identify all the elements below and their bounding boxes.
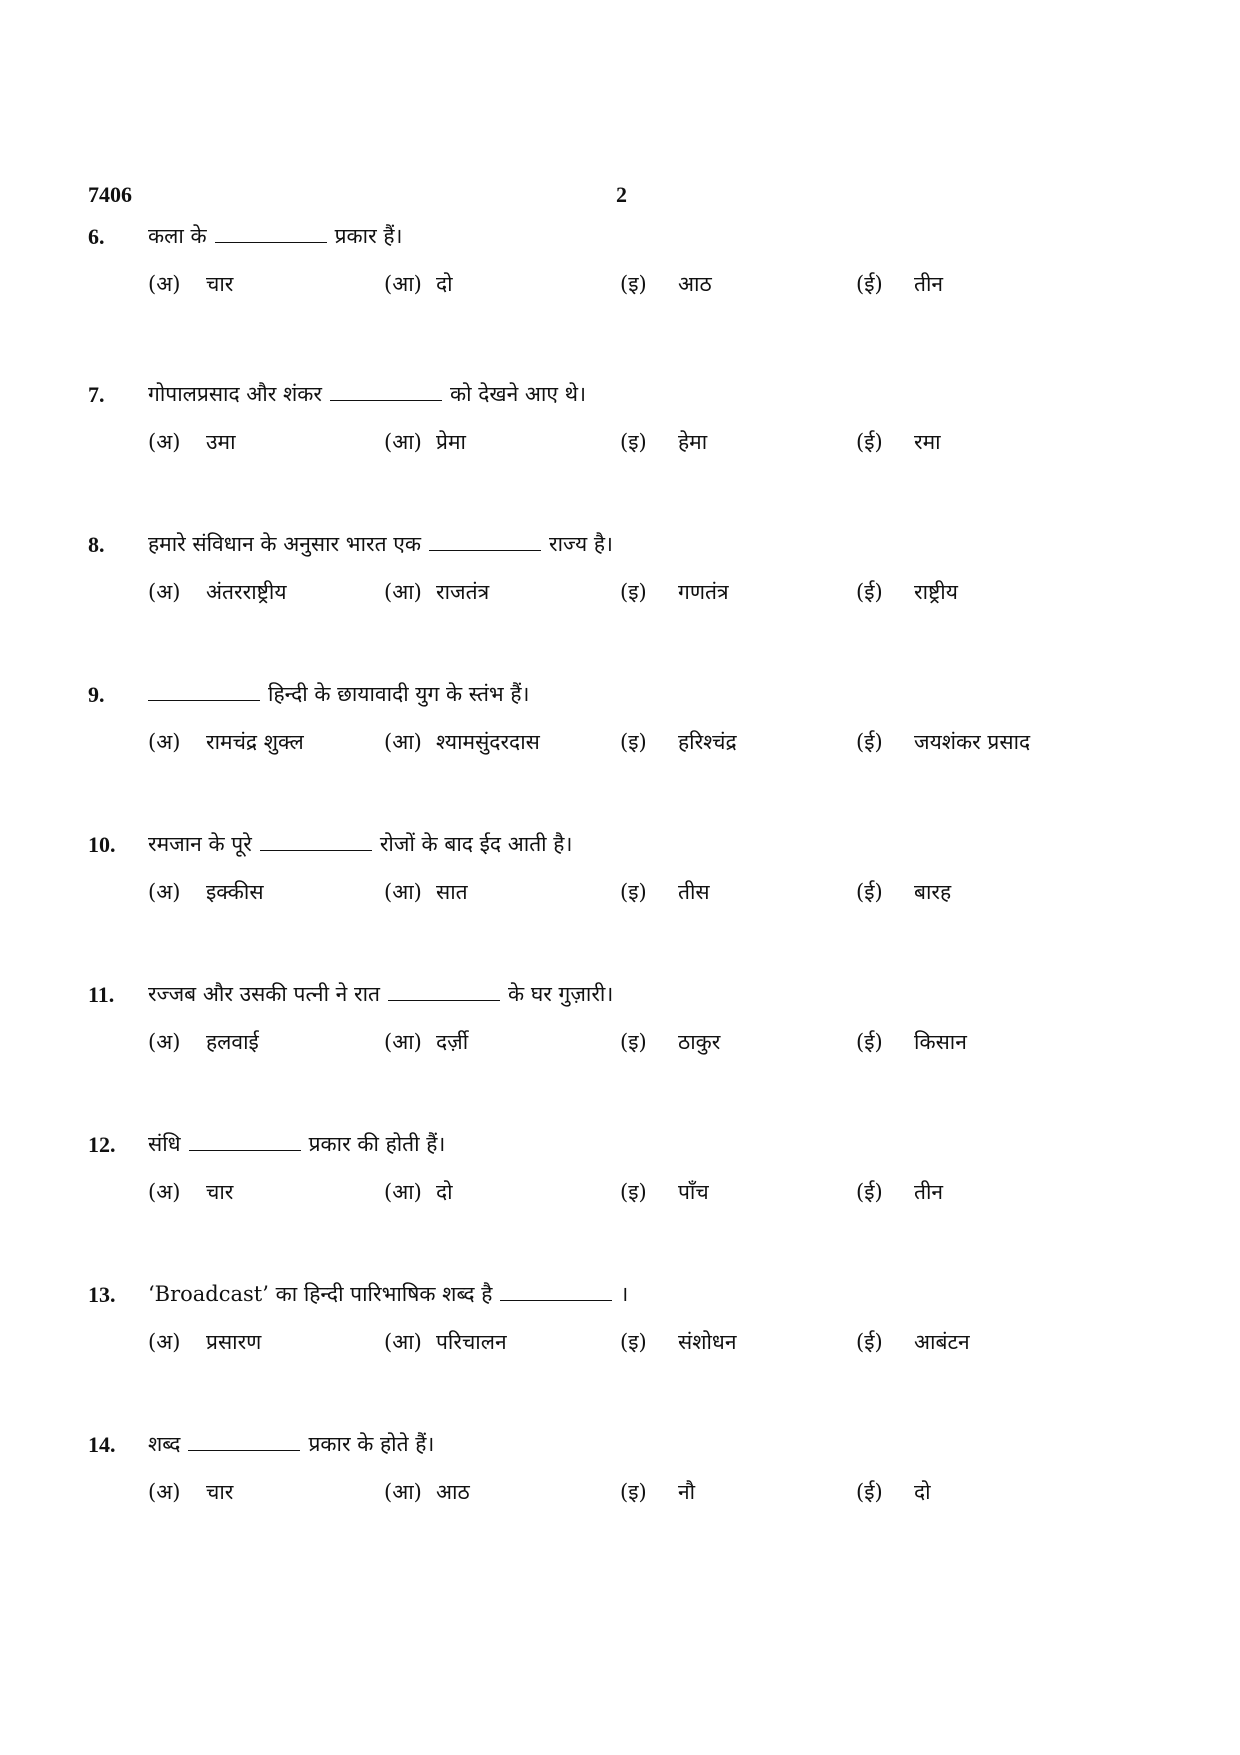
option-marker: (ई) <box>856 880 883 904</box>
option-text: प्रेमा <box>436 430 466 454</box>
option-marker: (इ) <box>620 430 647 454</box>
answer-blank <box>388 978 500 1001</box>
option-marker: (अ) <box>148 1330 181 1354</box>
option-marker: (अ) <box>148 272 181 296</box>
option-text: परिचालन <box>436 1330 507 1354</box>
answer-options <box>148 270 1148 304</box>
option-d <box>856 878 951 906</box>
option-text: दो <box>436 1180 453 1204</box>
option-a <box>148 428 236 456</box>
question-text-before: रमजान के पूरे <box>148 832 252 856</box>
question-text-after: रोजों के बाद ईद आती है। <box>379 832 573 856</box>
option-text: रामचंद्र शुक्ल <box>206 730 304 754</box>
option-text: हलवाई <box>206 1030 259 1054</box>
option-a <box>148 1478 233 1506</box>
answer-blank <box>260 828 372 851</box>
option-text: किसान <box>914 1030 967 1054</box>
option-text: दर्ज़ी <box>436 1030 469 1054</box>
option-d <box>856 1328 970 1356</box>
option-marker: (अ) <box>148 880 181 904</box>
answer-options <box>148 1328 1148 1362</box>
question-text-before: कला के <box>148 224 207 248</box>
question-12 <box>88 1132 1168 1242</box>
question-text-after: राज्य है। <box>549 532 614 556</box>
option-b <box>384 270 453 298</box>
answer-options <box>148 578 1148 612</box>
question-text <box>148 378 586 408</box>
question-text-after: के घर गुज़ारी। <box>508 982 614 1006</box>
option-marker: (ई) <box>856 1480 883 1504</box>
question-text-after: प्रकार हैं। <box>334 224 403 248</box>
option-d <box>856 270 943 298</box>
answer-options <box>148 428 1148 462</box>
option-text: हरिश्चंद्र <box>678 730 737 754</box>
option-marker: (ई) <box>856 580 883 604</box>
question-number: 12. <box>88 1132 116 1157</box>
question-text <box>148 1428 434 1458</box>
answer-blank <box>429 528 541 551</box>
option-b <box>384 878 468 906</box>
option-marker: (आ) <box>384 1330 422 1354</box>
option-c <box>620 270 712 298</box>
option-c <box>620 878 710 906</box>
option-text: गणतंत्र <box>678 580 729 604</box>
option-marker: (आ) <box>384 430 422 454</box>
option-marker: (इ) <box>620 880 647 904</box>
option-text: पाँच <box>678 1180 709 1204</box>
option-text: हेमा <box>678 430 708 454</box>
option-a <box>148 728 304 756</box>
question-text-before: रज्जब और उसकी पत्नी ने रात <box>148 982 381 1006</box>
option-marker: (इ) <box>620 1480 647 1504</box>
option-text: राजतंत्र <box>436 580 490 604</box>
option-marker: (ई) <box>856 1330 883 1354</box>
answer-options <box>148 1028 1148 1062</box>
answer-blank <box>188 1428 300 1451</box>
option-text: सात <box>436 880 468 904</box>
option-text: प्रसारण <box>206 1330 262 1354</box>
option-marker: (आ) <box>384 730 422 754</box>
option-marker: (ई) <box>856 730 883 754</box>
question-text <box>148 828 572 858</box>
question-number: 14. <box>88 1432 116 1457</box>
question-number: 11. <box>88 982 115 1007</box>
option-text: श्यामसुंदरदास <box>436 730 540 754</box>
question-text-after: हिन्दी के छायावादी युग के स्तंभ हैं। <box>268 682 530 706</box>
option-text: ठाकुर <box>678 1030 721 1054</box>
question-14 <box>88 1432 1168 1542</box>
question-text-before: संधि <box>148 1132 181 1156</box>
question-number: 6. <box>88 224 105 249</box>
option-b <box>384 1328 507 1356</box>
option-text: इक्कीस <box>206 880 264 904</box>
option-text: तीन <box>914 1180 944 1204</box>
option-marker: (इ) <box>620 730 647 754</box>
question-11 <box>88 982 1168 1092</box>
option-d <box>856 728 1030 756</box>
answer-options <box>148 1178 1148 1212</box>
option-a <box>148 1328 261 1356</box>
question-number: 10. <box>88 832 116 857</box>
option-text: नौ <box>678 1480 696 1504</box>
question-text <box>148 678 529 708</box>
question-13 <box>88 1282 1168 1392</box>
option-d <box>856 1028 967 1056</box>
question-number: 7. <box>88 382 105 407</box>
option-marker: (आ) <box>384 272 422 296</box>
option-c <box>620 728 737 756</box>
option-marker: (आ) <box>384 1180 422 1204</box>
page-number: 2 <box>616 182 627 207</box>
option-text: दो <box>914 1480 931 1504</box>
question-number: 9. <box>88 682 105 707</box>
option-d <box>856 1478 931 1506</box>
answer-blank <box>330 378 442 401</box>
option-marker: (अ) <box>148 580 181 604</box>
option-text: चार <box>206 1180 234 1204</box>
option-text: राष्ट्रीय <box>914 580 958 604</box>
option-marker: (आ) <box>384 880 422 904</box>
option-a <box>148 270 233 298</box>
question-6 <box>88 224 1168 334</box>
option-text: आठ <box>436 1480 470 1504</box>
question-text <box>148 528 613 558</box>
option-b <box>384 428 466 456</box>
paper-code: 7406 <box>88 182 132 207</box>
question-8 <box>88 532 1168 642</box>
answer-blank <box>215 220 327 243</box>
answer-options <box>148 1478 1148 1512</box>
question-text-after: को देखने आए थे। <box>450 382 587 406</box>
question-text-before: हमारे संविधान के अनुसार भारत एक <box>148 532 421 556</box>
question-text-after: । <box>620 1282 629 1306</box>
option-a <box>148 1178 233 1206</box>
question-text-before: शब्द <box>148 1432 181 1456</box>
option-marker: (ई) <box>856 272 883 296</box>
option-text: जयशंकर प्रसाद <box>914 730 1031 754</box>
option-text: चार <box>206 1480 234 1504</box>
question-number: 8. <box>88 532 105 557</box>
answer-options <box>148 728 1148 762</box>
option-b <box>384 1178 453 1206</box>
option-text: आबंटन <box>914 1330 970 1354</box>
option-text: तीन <box>914 272 944 296</box>
option-text: संशोधन <box>678 1330 737 1354</box>
option-marker: (अ) <box>148 430 181 454</box>
question-text <box>148 220 403 250</box>
question-text <box>148 1128 445 1158</box>
option-d <box>856 428 941 456</box>
option-b <box>384 578 489 606</box>
question-10 <box>88 832 1168 942</box>
option-d <box>856 1178 943 1206</box>
option-marker: (इ) <box>620 1030 647 1054</box>
option-marker: (ई) <box>856 1180 883 1204</box>
option-c <box>620 1478 695 1506</box>
option-text: दो <box>436 272 453 296</box>
answer-options <box>148 878 1148 912</box>
option-marker: (अ) <box>148 730 181 754</box>
option-marker: (अ) <box>148 1030 181 1054</box>
option-text: तीस <box>678 880 710 904</box>
option-c <box>620 578 729 606</box>
option-text: चार <box>206 272 234 296</box>
question-7 <box>88 382 1168 492</box>
answer-blank <box>500 1278 612 1301</box>
question-text-after: प्रकार के होते हैं। <box>308 1432 435 1456</box>
option-text: उमा <box>206 430 236 454</box>
option-marker: (अ) <box>148 1180 181 1204</box>
option-marker: (आ) <box>384 580 422 604</box>
option-marker: (आ) <box>384 1030 422 1054</box>
option-marker: (ई) <box>856 1030 883 1054</box>
option-text: बारह <box>914 880 952 904</box>
option-c <box>620 1328 737 1356</box>
option-text: रमा <box>914 430 941 454</box>
option-a <box>148 578 287 606</box>
option-marker: (ई) <box>856 430 883 454</box>
option-a <box>148 878 264 906</box>
option-a <box>148 1028 259 1056</box>
option-c <box>620 1028 720 1056</box>
option-marker: (आ) <box>384 1480 422 1504</box>
page-header <box>88 182 1188 212</box>
option-b <box>384 728 540 756</box>
question-text <box>148 978 613 1008</box>
question-number: 13. <box>88 1282 116 1307</box>
option-d <box>856 578 958 606</box>
option-text: आठ <box>678 272 712 296</box>
answer-blank <box>148 678 260 701</box>
option-marker: (अ) <box>148 1480 181 1504</box>
answer-blank <box>189 1128 301 1151</box>
question-text-before: ‘Broadcast’ का हिन्दी पारिभाषिक शब्द है <box>148 1282 493 1306</box>
option-c <box>620 428 707 456</box>
question-text <box>148 1278 628 1308</box>
question-text-after: प्रकार की होती हैं। <box>308 1132 446 1156</box>
option-marker: (इ) <box>620 1330 647 1354</box>
option-marker: (इ) <box>620 1180 647 1204</box>
option-marker: (इ) <box>620 580 647 604</box>
question-text-before: गोपालप्रसाद और शंकर <box>148 382 323 406</box>
option-text: अंतरराष्ट्रीय <box>206 580 287 604</box>
option-c <box>620 1178 709 1206</box>
option-b <box>384 1028 468 1056</box>
question-9 <box>88 682 1168 792</box>
option-b <box>384 1478 470 1506</box>
option-marker: (इ) <box>620 272 647 296</box>
